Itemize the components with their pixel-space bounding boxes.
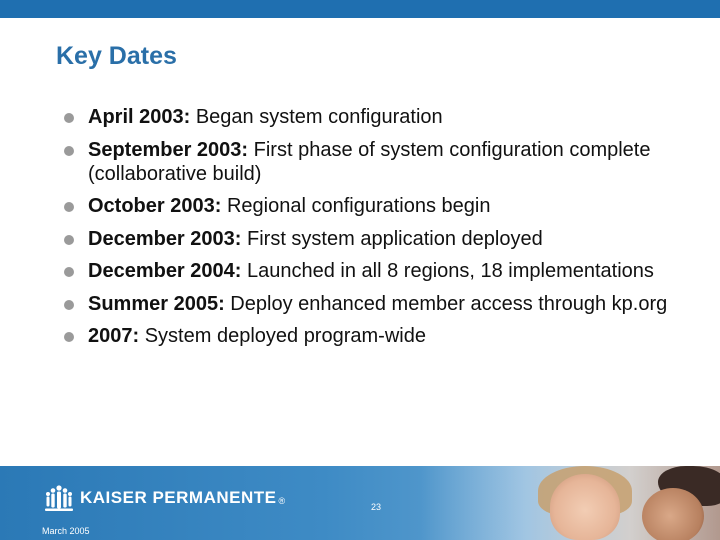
list-item xyxy=(62,259,682,283)
list-item xyxy=(62,292,682,316)
date-label: October 2003: xyxy=(88,195,222,217)
photo-child-face xyxy=(550,474,620,540)
bullet-icon xyxy=(64,300,74,310)
date-label: September 2003: xyxy=(88,138,249,161)
page-number: 23 xyxy=(371,502,382,512)
list-item xyxy=(62,324,682,348)
key-dates-list xyxy=(62,105,682,357)
bullet-icon xyxy=(64,267,74,277)
item-text: Regional configurations begin xyxy=(221,195,491,217)
list-item xyxy=(62,138,682,186)
footer-band xyxy=(0,466,720,540)
photo-adult-face xyxy=(642,488,704,540)
date-label: December 2004: xyxy=(88,260,242,282)
date-label: 2007: xyxy=(88,325,140,347)
item-text: First system application deployed xyxy=(241,227,543,250)
list-item xyxy=(62,227,682,251)
item-text: First phase of system configuration complete (collaborative build) xyxy=(88,138,651,185)
item-text: Launched in all 8 regions, 18 implementations xyxy=(241,260,654,282)
date-label: December 2003: xyxy=(88,227,242,250)
bullet-icon xyxy=(64,113,74,123)
bullet-icon xyxy=(64,146,74,156)
item-text: Deploy enhanced member access through kp.org xyxy=(224,292,668,315)
top-accent-bar xyxy=(0,0,720,18)
item-text: Began system configuration xyxy=(190,106,443,128)
list-item xyxy=(62,105,682,129)
bullet-icon xyxy=(64,332,74,342)
date-label: Summer 2005: xyxy=(88,292,225,315)
footer-date: March 2005 xyxy=(42,526,90,536)
list-item xyxy=(62,194,682,218)
registered-mark: ® xyxy=(278,496,286,506)
family-photo xyxy=(420,466,720,540)
item-text: System deployed program-wide xyxy=(139,325,426,347)
people-logo-icon xyxy=(44,484,74,512)
kaiser-permanente-logo xyxy=(44,484,285,512)
slide-title: Key Dates xyxy=(56,42,177,70)
bullet-icon xyxy=(64,202,74,212)
bullet-icon xyxy=(64,235,74,245)
logo-wordmark: KAISER PERMANENTE xyxy=(80,488,277,507)
date-label: April 2003: xyxy=(88,106,191,128)
